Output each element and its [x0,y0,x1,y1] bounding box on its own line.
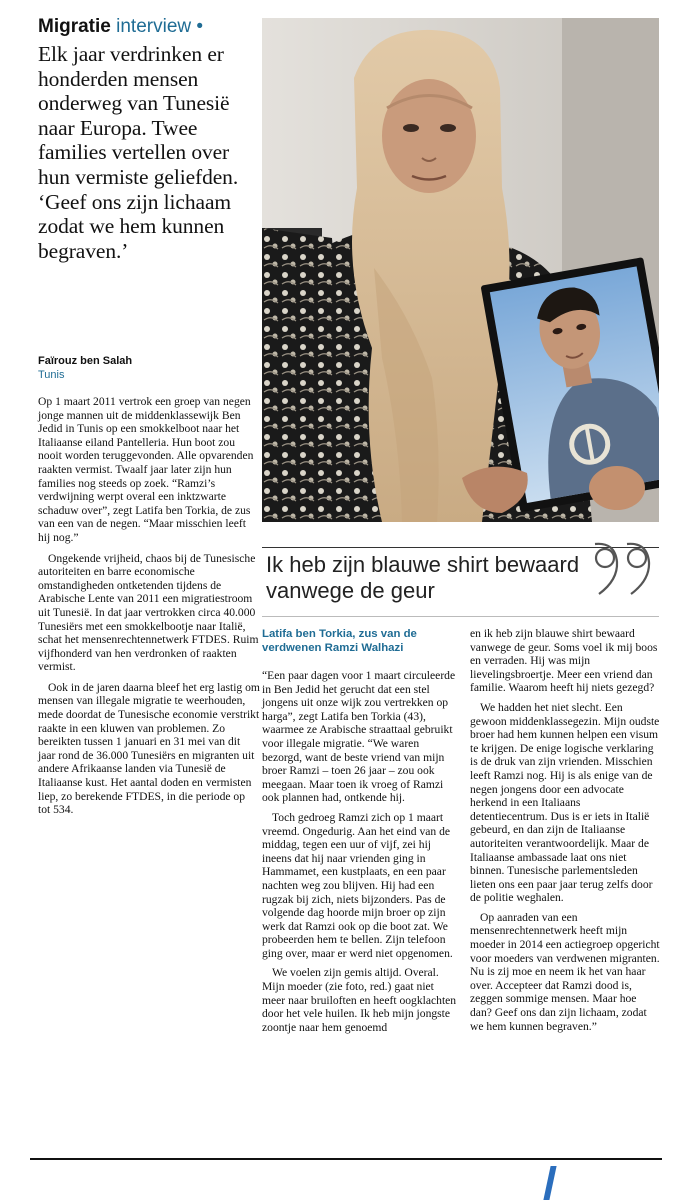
byline-place: Tunis [38,369,65,381]
interviewee-kicker: Latifa ben Torkia, zus van de verdwenen Ramzi Walhazi [262,628,417,654]
blue-pen-mark [543,1166,556,1200]
section-name: Migratie [38,16,111,37]
article-lede: Elk jaar verdrinken er honderden mensen onderweg van Tunesië naar Europa. Twee families vertellen over hun vermiste geliefden. ‘Geef ons zijn lichaam zodat we hem kunnen begraven.’ [38,42,239,263]
middle-column [262,627,457,1040]
right-column [470,627,660,1039]
right-paragraph-1: en ik heb zijn blauwe shirt bewaard vanwege de geur. Soms voel ik mij boos en verraden. Hij was mijn lievelingsbroertje. Meer een vriend dan familie. Waarom heeft hij niets gezegd? [470,627,658,695]
right-paragraph-2: We hadden het niet slecht. Een gewoon middenklassegezin. Mijn oudste broer had hem kunnen helpen een visum te krijgen. De enige logische verklaring is de druk van zijn vrienden. Misschien leeft Ramzi nog. Hij is als enige van de negen jongens door een advocate herkend in een Italiaans detentiecentrum. Dus is er iets in Italië gebeurd, en dan zijn de Italiaanse autoriteiten verantwoordelijk. Maar de Italiaanse ambassade laat ons niet binnen. Tunesische parlementsleden lieten ons een paar jaar terug zelfs door de politie weghalen. [470,700,660,905]
article-photo [262,18,659,522]
quote-bottom-rule [262,616,659,617]
photo-woman-holding-portrait [262,18,659,522]
middle-paragraph-1: “Een paar dagen voor 1 maart circuleerde in Ben Jedid het gerucht dat een stel jongens uit onze wijk zou vertrekken op harga”, zegt Latifa ben Torkia (43), waarmee ze Arabische straattaal gebruikt voor illegale migratie. “We waren bezorgd, want de beste vriend van mijn broer Ramzi – toen 26 jaar – zou ook meegaan. Maar toen ik vroeg of Ramzi ook plannen had, ontkende hij. [262,669,456,805]
section-subtitle: interview [116,16,192,37]
left-column [38,395,260,824]
pull-quote: Ik heb zijn blauwe shirt bewaard vanwege de geur [266,552,580,603]
right-paragraph-3: Op aanraden van een mensenrechtennetwerk heeft mijn moeder in 2014 een actiegroep opgericht voor moeders van verdwenen migranten. Nu is zij moe en neem ik het van haar over. Accepteer dat Ramzi dood is, zeggen sommige mensen. Maar hoe dan? Geef ons dan zijn lichaam, zodat we hem kunnen begraven.” [470,910,660,1033]
closing-quote-icon [585,536,665,606]
byline-author: Faïrouz ben Salah [38,355,133,367]
section-label [38,16,260,38]
left-paragraph-2: Ongekende vrijheid, chaos bij de Tunesische autoriteiten en barre economische omstandigheden ontketenden tijdens de Arabische Lente van 2011 een migratiestroom uit Tunesië. In dat jaar vertrokken circa 40.000 Tunesiërs met een smokkelbootje naar Italië, schat het mensenrechtennetwerk FTDES. Ruim vijfhonderd van hen verdronken of raakten vermist. [38,551,259,674]
middle-paragraph-3: We voelen zijn gemis altijd. Overal. Mijn moeder (zie foto, red.) gaat niet meer naar bruiloften en heeft oogklachten door het vele huilen. Ik heb mijn jongste zoontje naar hem genoemd [262,966,457,1034]
article-header [38,16,260,263]
left-paragraph-1: Op 1 maart 2011 vertrok een groep van negen jonge mannen uit de middenklassewijk Ben Jedid in Tunis op een smokkelboot naar het Italiaanse eiland Pantelleria. Hun boot zou nooit worden teruggevonden. Alle opvarenden raakten vermist. Twaalf jaar later zijn hun families nog steeds op zoek. “Ramzi’s verdwijning werpt overal een inktzwarte schaduw over”, zegt Latifa ben Torkia, de zus van een van de negen. “Maar misschien leeft hij nog.” [38,395,254,544]
left-paragraph-3: Ook in de jaren daarna bleef het erg lastig om mensen van illegale migratie te weerhouden, mede doordat de Tunesische economie verstrikt raakte in een kluwen van problemen. Zo bereikten tussen 1 januari en 31 mei van dit jaar rond de 36.000 Tunesiërs en migranten uit andere Afrikaanse landen via Tunesië de Italiaanse kust. Het aantal doden en vermisten liep, zo berekende FTDES, in die periode op tot 534. [38,680,260,817]
bottom-rule [30,1158,662,1160]
section-bullet: • [196,16,204,37]
middle-paragraph-2: Toch gedroeg Ramzi zich op 1 maart vreemd. Ongedurig. Aan het eind van de middag, tegen een uur of vijf, zei hij ineens dat hij naar vrienden ging in Hammamet, een kustplaats, en een paar nachten weg zou blijven. Hij had een rugzak bij zich, niets bijzonders. Pas de volgende dag hoorde mijn broer op zijn werk dat Ramzi ook op die boot zat. We probeerden hem te bellen. Zijn telefoon ging over, maar er werd niet opgenomen. [262,810,453,960]
byline [38,354,132,382]
